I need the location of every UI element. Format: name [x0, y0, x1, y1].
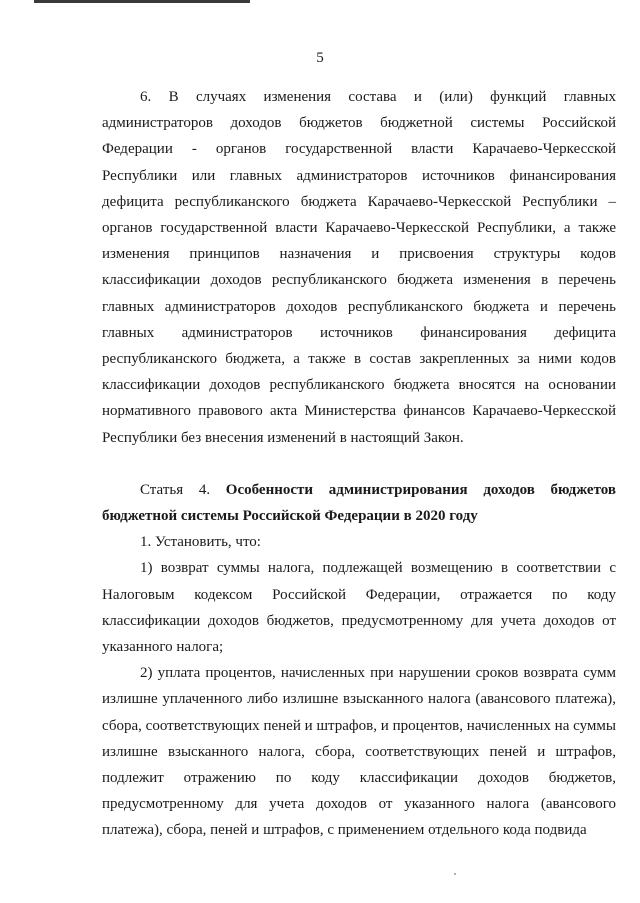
document-body — [102, 84, 616, 844]
item-1: 1. Установить, что: — [140, 534, 261, 551]
article-4-label: Статья 4. — [140, 481, 226, 498]
article-4-heading — [102, 477, 616, 529]
subitem-2: 2) уплата процентов, начисленных при нарушении сроков возврата сумм излишне уплаченного либо излишне взысканного налога (авансового платежа), сбора, соответствующих пеней и штрафов, и процентов, начисленных на суммы излишне взысканного налога, сбора, соответствующих пеней и штрафов, подлежит отражению по коду классификации доходов бюджетов, предусмотренному для учета доходов от указанного налога (авансового платежа), сбора, пеней и штрафов, с применением отдельного кода подвида — [102, 665, 616, 839]
article-4-title: Особенности администрирования доходов бюджетов бюджетной системы Российской Федерации в 2020 году — [102, 481, 616, 525]
top-border-line — [34, 0, 250, 3]
subitem-1: 1) возврат суммы налога, подлежащей возмещению в соответствии с Налоговым кодексом Российской Федерации, отражается по коду классификации доходов бюджетов, предусмотренному для учета доходов от указанного налога; — [102, 560, 616, 656]
scan-speck — [454, 873, 456, 875]
page-number: 5 — [316, 50, 324, 66]
paragraph-6: 6. В случаях изменения состава и (или) функций главных администраторов доходов бюджетов бюджетной системы Российской Федерации - органов государственной власти Карачаево-Черкесской Республики или главных администраторов источников финансирования дефицита республиканского бюджета Карачаево-Черкесской Республики – органов государственной власти Карачаево-Черкесской Республики, а также изменения принципов назначения и присвоения структуры кодов классификации доходов республиканского бюджета изменения в перечень главных администраторов доходов республиканского бюджета и перечень главных администраторов источников финансирования дефицита республиканского бюджета, а также в состав закрепленных за ними кодов классификации доходов республиканского бюджета вносятся на основании нормативного правового акта Министерства финансов Карачаево-Черкесской Республики без внесения изменений в настоящий Закон. — [102, 89, 616, 446]
